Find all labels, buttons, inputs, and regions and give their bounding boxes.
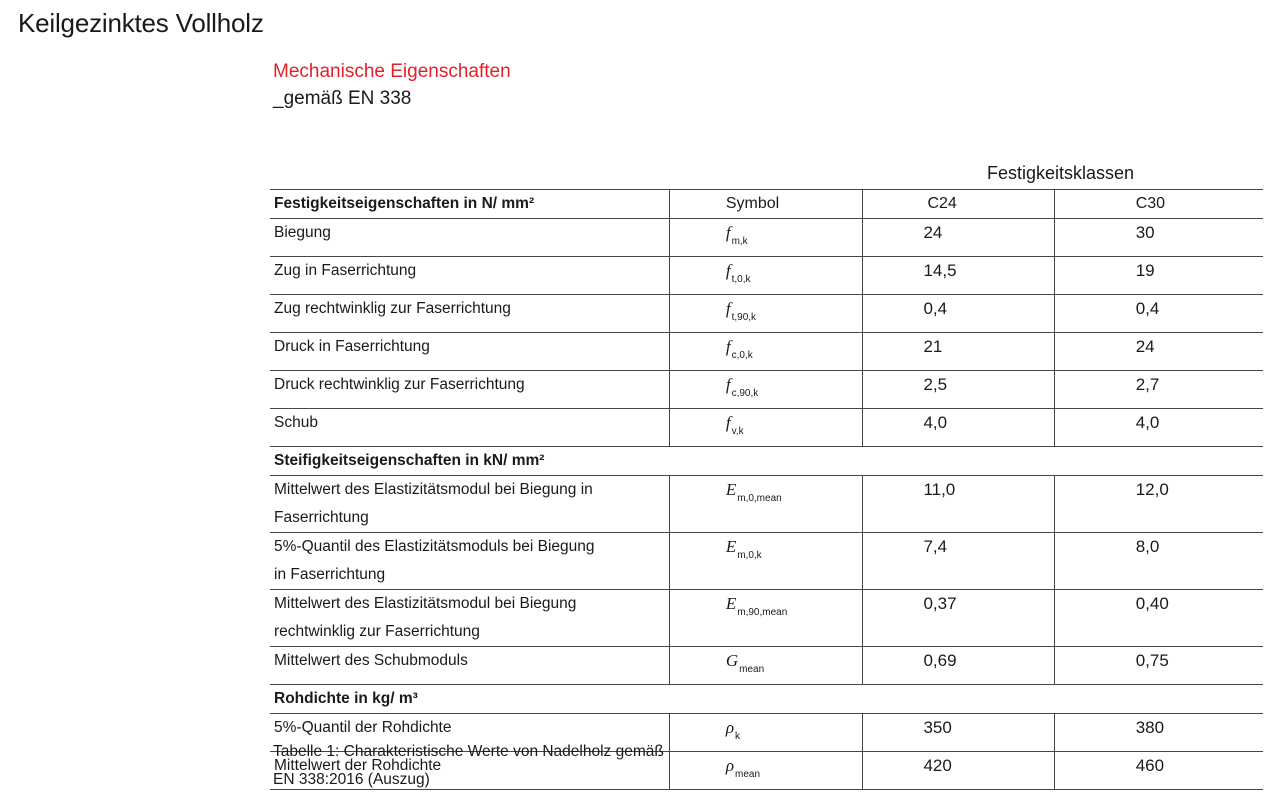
row-label-line-1: Mittelwert des Elastizitätsmodul bei Biegung (274, 595, 577, 612)
value-c24: 420 (863, 752, 1054, 790)
table-row (270, 476, 1263, 533)
row-label (270, 590, 669, 647)
value-c30: 24 (1054, 333, 1263, 371)
row-label-line-2: Faserrichtung (274, 509, 369, 526)
value-c24: 4,0 (863, 409, 1054, 447)
row-label-line-1: Mittelwert des Schubmoduls (274, 652, 468, 669)
value-c24: 0,37 (863, 590, 1054, 647)
symbol-subscript: c,90,k (731, 388, 759, 399)
row-symbol (669, 476, 863, 533)
row-label-line-1: Druck in Faserrichtung (274, 338, 430, 355)
row-label (270, 533, 669, 590)
header-c24: C24 (863, 190, 1054, 219)
table-row (270, 295, 1263, 333)
section-heading: Mechanische Eigenschaften (273, 61, 511, 82)
row-label (270, 647, 669, 685)
value-c30: 19 (1054, 257, 1263, 295)
symbol-subscript: v,k (731, 426, 744, 437)
symbol-letter: f (725, 413, 731, 432)
header-label: Festigkeitseigenschaften in N/ mm² (270, 190, 669, 219)
value-c24: 14,5 (863, 257, 1054, 295)
row-symbol (669, 590, 863, 647)
row-symbol (669, 752, 863, 790)
symbol-letter: f (725, 375, 731, 394)
row-label (270, 409, 669, 447)
symbol-letter: f (725, 337, 731, 356)
value-c24: 21 (863, 333, 1054, 371)
value-c24: 2,5 (863, 371, 1054, 409)
symbol-letter: ρ (725, 756, 735, 775)
value-c24: 24 (863, 219, 1054, 257)
row-label (270, 333, 669, 371)
symbol-letter: G (725, 651, 739, 670)
row-label-line-1: 5%-Quantil der Rohdichte (274, 719, 452, 736)
row-symbol (669, 409, 863, 447)
stiffness-section-title: Steifigkeitseigenschaften in kN/ mm² (270, 447, 1263, 476)
table-row (270, 333, 1263, 371)
value-c30: 2,7 (1054, 371, 1263, 409)
section-subheading: _gemäß EN 338 (273, 88, 412, 109)
row-label-line-1: Mittelwert des Elastizitätsmodul bei Biegung in (274, 481, 593, 498)
row-symbol (669, 295, 863, 333)
symbol-subscript: k (735, 731, 741, 742)
row-label (270, 476, 669, 533)
density-section-title: Rohdichte in kg/ m³ (270, 685, 1263, 714)
value-c24: 0,4 (863, 295, 1054, 333)
row-label-line-2: in Faserrichtung (274, 566, 386, 583)
properties-table (270, 189, 1263, 790)
row-symbol (669, 647, 863, 685)
row-label-line-1: Zug in Faserrichtung (274, 262, 417, 279)
row-label-line-1: Schub (274, 414, 318, 431)
value-c30: 8,0 (1054, 533, 1263, 590)
symbol-subscript: mean (739, 664, 765, 675)
row-label (270, 295, 669, 333)
row-label-line-1: Zug rechtwinklig zur Faserrichtung (274, 300, 511, 317)
value-c30: 0,75 (1054, 647, 1263, 685)
page-title: Keilgezinktes Vollholz (18, 8, 264, 38)
row-label (270, 257, 669, 295)
caption-line-2: EN 338:2016 (Auszug) (273, 771, 430, 788)
symbol-subscript: m,0,mean (737, 493, 782, 504)
symbol-letter: f (725, 299, 731, 318)
symbol-letter: f (725, 261, 731, 280)
table-row (270, 371, 1263, 409)
value-c24: 350 (863, 714, 1054, 752)
symbol-letter: ρ (725, 718, 735, 737)
value-c30: 0,4 (1054, 295, 1263, 333)
row-label (270, 371, 669, 409)
row-label-line-1: Mittelwert der Rohdichte (274, 757, 442, 774)
value-c30: 460 (1054, 752, 1263, 790)
row-symbol (669, 714, 863, 752)
value-c24: 7,4 (863, 533, 1054, 590)
symbol-subscript: c,0,k (731, 350, 753, 361)
table-row (270, 533, 1263, 590)
symbol-letter: E (725, 537, 737, 556)
row-label-line-1: 5%-Quantil des Elastizitätsmoduls bei Biegung (274, 538, 595, 555)
symbol-letter: f (725, 223, 731, 242)
caption-line-1: Tabelle 1: Charakteristische Werte von Nadelholz gemäß (273, 743, 664, 760)
row-label-line-1: Biegung (274, 224, 331, 241)
table-row (270, 257, 1263, 295)
row-symbol (669, 371, 863, 409)
value-c30: 0,40 (1054, 590, 1263, 647)
symbol-letter: E (725, 594, 737, 613)
strength-classes-header: Festigkeitsklassen (987, 163, 1135, 183)
symbol-subscript: m,90,mean (737, 607, 788, 618)
symbol-letter: E (725, 480, 737, 499)
symbol-subscript: t,0,k (731, 274, 751, 285)
table-row (270, 647, 1263, 685)
symbol-subscript: t,90,k (731, 312, 757, 323)
header-c30: C30 (1054, 190, 1263, 219)
symbol-subscript: mean (735, 769, 761, 780)
row-label (270, 219, 669, 257)
stiffness-section-title-row (270, 447, 1263, 476)
row-symbol (669, 219, 863, 257)
table-row (270, 409, 1263, 447)
table-header-row (270, 190, 1263, 219)
row-symbol (669, 533, 863, 590)
symbol-subscript: m,0,k (737, 550, 762, 561)
density-section-title-row (270, 685, 1263, 714)
value-c30: 380 (1054, 714, 1263, 752)
table-caption (273, 738, 664, 794)
table-row (270, 219, 1263, 257)
symbol-subscript: m,k (731, 236, 748, 247)
header-symbol: Symbol (669, 190, 863, 219)
row-symbol (669, 257, 863, 295)
value-c30: 12,0 (1054, 476, 1263, 533)
row-label-line-2: rechtwinklig zur Faserrichtung (274, 623, 480, 640)
value-c30: 4,0 (1054, 409, 1263, 447)
value-c30: 30 (1054, 219, 1263, 257)
table-row (270, 590, 1263, 647)
value-c24: 11,0 (863, 476, 1054, 533)
row-label-line-1: Druck rechtwinklig zur Faserrichtung (274, 376, 525, 393)
value-c24: 0,69 (863, 647, 1054, 685)
row-symbol (669, 333, 863, 371)
